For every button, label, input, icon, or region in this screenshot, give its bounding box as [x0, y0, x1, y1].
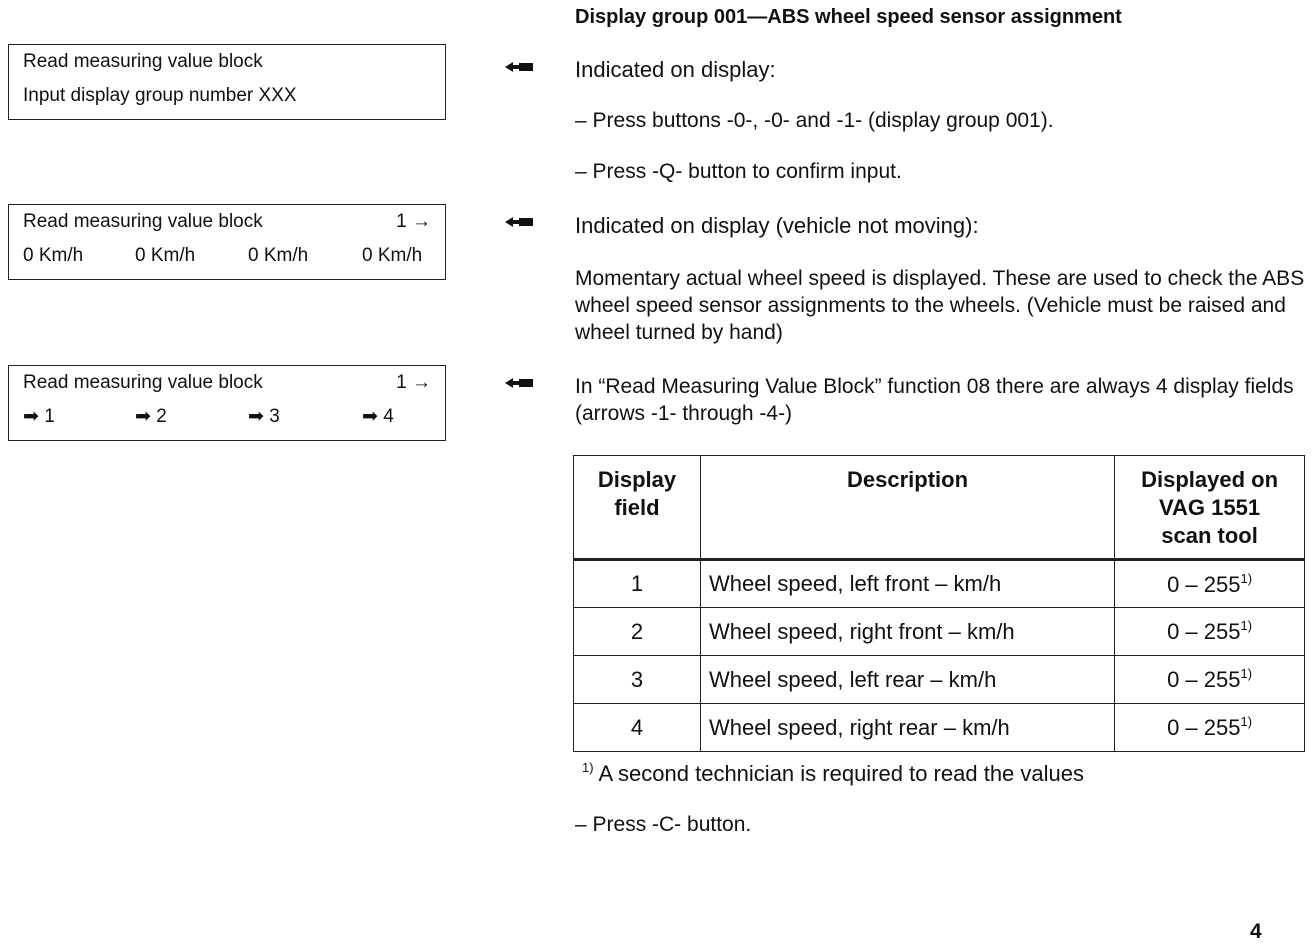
step-indicated-display: Indicated on display:: [575, 57, 776, 82]
cell-description: Wheel speed, right rear – km/h: [700, 704, 1114, 752]
display-fields-paragraph: In “Read Measuring Value Block” function 08 there are always 4 display fields (arrows -1- through -4-): [575, 375, 1294, 425]
next-arrow-indicator: 1 →: [396, 372, 431, 393]
display-line-1: Read measuring value block: [23, 51, 263, 72]
display-line-1: Read measuring value block 1 →: [23, 205, 431, 239]
explanation-paragraph: Momentary actual wheel speed is displayed. These are used to check the ABS wheel speed sensor assignments to the wheels. (Vehicle must be raised and wheel turned by hand): [575, 267, 1305, 344]
display-box-speeds: [8, 204, 446, 280]
display-field-value: 0 Km/h: [23, 245, 84, 266]
next-arrow-indicator: 1 →: [396, 211, 431, 232]
cell-range: 0 – 255$^{1)}$: [1115, 608, 1305, 656]
display-field-marker: ➡ 3: [248, 406, 280, 427]
cell-field: 1: [574, 560, 701, 608]
display-field-value: 0 Km/h: [362, 245, 423, 266]
display-box-input: [8, 44, 446, 120]
cell-description: Wheel speed, right front – km/h: [700, 608, 1114, 656]
footnote-mark: 1): [582, 760, 594, 775]
cell-description: Wheel speed, left front – km/h: [700, 560, 1114, 608]
table-header-row: [574, 456, 1305, 560]
cell-field: 2: [574, 608, 701, 656]
arrow-right-icon: ➡: [362, 406, 378, 427]
footnote: [582, 760, 1084, 787]
header-display-field: Display field: [574, 456, 701, 560]
cell-range: 0 – 255$^{1)}$: [1115, 560, 1305, 608]
page-number: 4: [1250, 920, 1262, 943]
footnote-ref: 1): [1240, 618, 1253, 633]
footnote-ref: 1): [1240, 714, 1253, 729]
cell-field: 4: [574, 704, 701, 752]
step-confirm-input: – Press -Q- button to confirm input.: [575, 160, 902, 183]
table-row: [574, 704, 1305, 752]
display-field-marker: ➡ 2: [135, 406, 167, 427]
step-indicated-not-moving: Indicated on display (vehicle not moving):: [575, 213, 979, 238]
arrow-right-icon: ➡: [23, 406, 39, 427]
display-field-marker: ➡ 1: [23, 406, 55, 427]
step-press-buttons: – Press buttons -0-, -0- and -1- (display group 001).: [575, 109, 1054, 132]
pointing-hand-icon: [505, 61, 533, 73]
table-row: [574, 656, 1305, 704]
display-field-value: 0 Km/h: [135, 245, 196, 266]
display-fields-table: [573, 455, 1305, 752]
header-description: Description: [700, 456, 1114, 560]
arrow-right-icon: ➡: [248, 406, 264, 427]
display-box-fields: [8, 365, 446, 441]
footnote-ref: 1): [1240, 666, 1253, 681]
display-line-2: [23, 239, 431, 273]
display-field-value: 0 Km/h: [248, 245, 309, 266]
cell-field: 3: [574, 656, 701, 704]
step-press-c: – Press -C- button.: [575, 813, 752, 836]
section-heading: Display group 001—ABS wheel speed sensor assignment: [575, 6, 1122, 28]
arrow-right-icon: ➡: [135, 406, 151, 427]
cell-range: 0 – 255$^{1)}$: [1115, 656, 1305, 704]
footnote-ref: 1): [1240, 570, 1253, 586]
table-row: [574, 560, 1305, 608]
display-line-2: Input display group number XXX: [23, 85, 297, 106]
footnote-text: A second technician is required to read the values: [598, 761, 1084, 786]
header-displayed-on: Displayed on VAG 1551 scan tool: [1115, 456, 1305, 560]
table-row: [574, 608, 1305, 656]
cell-description: Wheel speed, left rear – km/h: [700, 656, 1114, 704]
cell-range: 0 – 255$^{1)}$: [1115, 704, 1305, 752]
display-line-2: [23, 400, 431, 434]
display-line-1: Read measuring value block 1 →: [23, 366, 431, 400]
display-field-marker: ➡ 4: [362, 406, 394, 427]
pointing-hand-icon: [505, 377, 533, 389]
pointing-hand-icon: [505, 216, 533, 228]
